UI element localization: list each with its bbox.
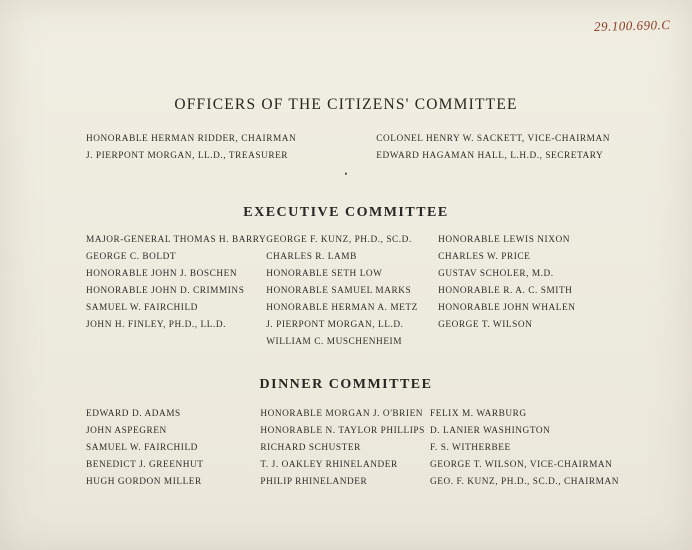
list-item: CHARLES R. LAMB — [266, 252, 357, 262]
list-item: GEORGE F. KUNZ, PH.D., SC.D. — [266, 235, 412, 245]
executive-committee-section — [60, 205, 632, 347]
list-item: HUGH GORDON MILLER — [86, 477, 202, 487]
list-item: HONORABLE SETH LOW — [266, 269, 383, 279]
list-item: JOHN ASPEGREN — [86, 426, 167, 436]
list-item: J. PIERPONT MORGAN, LL.D., TREASURER — [86, 151, 289, 161]
archive-accession-number: 29.100.690.C — [593, 17, 671, 34]
list-item: SAMUEL W. FAIRCHILD — [86, 303, 198, 313]
executive-committee-title: EXECUTIVE COMMITTEE — [243, 205, 449, 220]
list-item: HONORABLE HERMAN RIDDER, CHAIRMAN — [86, 134, 297, 144]
executive-column-2 — [266, 235, 438, 347]
executive-column-3 — [438, 235, 610, 347]
dinner-column-2 — [260, 409, 430, 487]
list-item: WILLIAM C. MUSCHENHEIM — [266, 337, 403, 347]
list-item: GEORGE T. WILSON — [438, 320, 533, 330]
list-item: D. LANIER WASHINGTON — [430, 426, 551, 436]
list-item: F. S. WITHERBEE — [430, 443, 511, 453]
list-item: GEORGE C. BOLDT — [86, 252, 177, 262]
list-item: HONORABLE SAMUEL MARKS — [266, 286, 412, 296]
ornament-dot: • — [344, 169, 348, 179]
list-item: GEORGE T. WILSON, VICE-CHAIRMAN — [430, 460, 613, 470]
page-title: OFFICERS OF THE CITIZENS' COMMITTEE — [174, 96, 518, 113]
list-item: BENEDICT J. GREENHUT — [86, 460, 204, 470]
dinner-committee-section — [60, 377, 632, 487]
list-item: JOHN H. FINLEY, PH.D., LL.D. — [86, 320, 226, 330]
list-item: HONORABLE JOHN WHALEN — [438, 303, 576, 313]
list-item: HONORABLE N. TAYLOR PHILLIPS — [260, 426, 425, 436]
officers-section — [60, 96, 632, 179]
list-item: HONORABLE R. A. C. SMITH — [438, 286, 573, 296]
officers-column-right — [376, 134, 610, 161]
list-item: CHARLES W. PRICE — [438, 252, 531, 262]
list-item: HONORABLE MORGAN J. O'BRIEN — [260, 409, 424, 419]
list-item: HONORABLE HERMAN A. METZ — [266, 303, 418, 313]
list-item: MAJOR-GENERAL THOMAS H. BARRY — [86, 235, 267, 245]
executive-column-1 — [86, 235, 266, 347]
officers-list — [60, 134, 632, 161]
list-item: SAMUEL W. FAIRCHILD — [86, 443, 198, 453]
document-content — [60, 96, 632, 487]
dinner-committee-title: DINNER COMMITTEE — [259, 377, 433, 392]
list-item: GEO. F. KUNZ, PH.D., SC.D., CHAIRMAN — [430, 477, 619, 487]
list-item: COLONEL HENRY W. SACKETT, VICE-CHAIRMAN — [376, 134, 610, 144]
list-item: T. J. OAKLEY RHINELANDER — [260, 460, 398, 470]
list-item: GUSTAV SCHOLER, M.D. — [438, 269, 554, 279]
list-item: HONORABLE LEWIS NIXON — [438, 235, 570, 245]
list-item: EDWARD D. ADAMS — [86, 409, 181, 419]
list-item: FELIX M. WARBURG — [430, 409, 527, 419]
list-item: J. PIERPONT MORGAN, LL.D. — [266, 320, 404, 330]
dinner-column-1 — [86, 409, 260, 487]
dinner-column-3 — [430, 409, 619, 487]
list-item: EDWARD HAGAMAN HALL, L.H.D., SECRETARY — [376, 151, 604, 161]
list-item: RICHARD SCHUSTER — [260, 443, 361, 453]
officers-column-left — [86, 134, 296, 161]
list-item: HONORABLE JOHN D. CRIMMINS — [86, 286, 245, 296]
list-item: HONORABLE JOHN J. BOSCHEN — [86, 269, 238, 279]
dinner-committee-columns — [60, 409, 632, 487]
executive-committee-columns — [60, 235, 632, 347]
list-item: PHILIP RHINELANDER — [260, 477, 368, 487]
